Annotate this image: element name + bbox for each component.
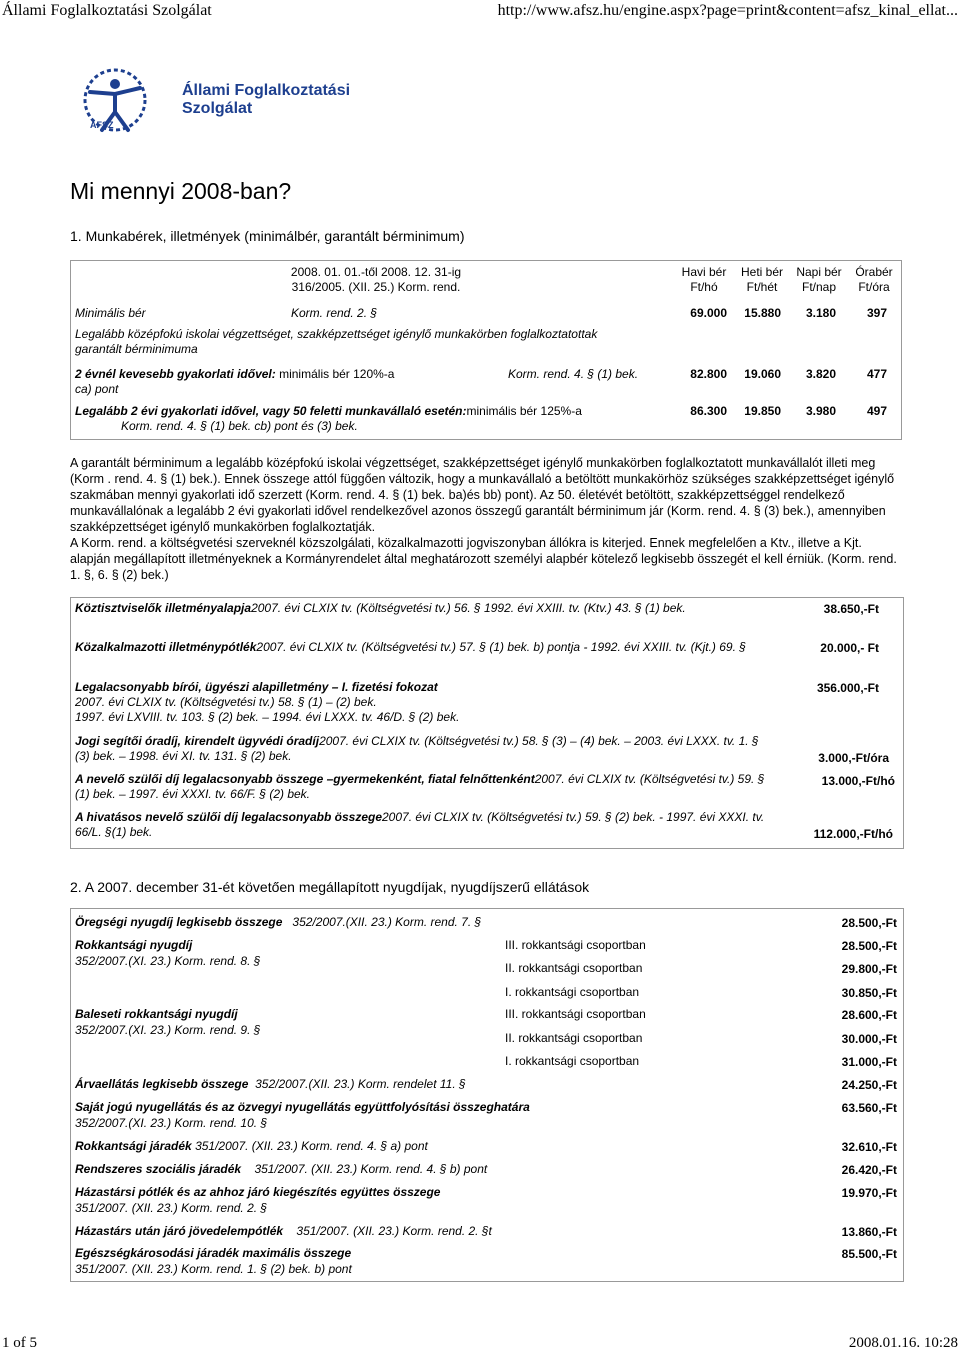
row-label-rest: minimális bér 120%-a: [275, 367, 395, 381]
row-label-rest: minimális bér 125%-a: [466, 404, 582, 418]
table-row: [75, 601, 775, 616]
row-label-bold: 2 évnél kevesebb gyakorlati idővel:: [75, 367, 276, 381]
row-value: 28.500,-Ft: [841, 916, 897, 930]
sub-label: III. rokkantsági csoportban: [505, 1007, 646, 1021]
row-label-guaranteed: Legalább középfokú iskolai végzettséget, szakképzettséget igénylő munkakörben foglalkoztatottak: [75, 327, 598, 341]
sub-label: II. rokkantsági csoportban: [505, 961, 643, 975]
row-title: Házastársi pótlék és az ahhoz járó kiegészítés együttes összege: [75, 1185, 441, 1199]
row-ref: 351/2007. (XII. 23.) Korm. rend. 4. § a) pont: [195, 1139, 428, 1153]
col-header-hourly: Órabér: [855, 265, 893, 279]
row-ref: 2007. évi CLXIX tv. (Költségvetési tv.) 58. § (3) – (4) bek. – 2003. évi LXXX. tv. 1. § (3) bek. – 1998. évi XI. tv. 131. § (2) bek.: [75, 734, 759, 763]
value-hourly: 397: [866, 306, 887, 320]
table-row: [75, 640, 775, 655]
pension-table: [70, 908, 904, 1282]
col-unit-daily: Ft/nap: [801, 280, 837, 294]
row-value: 13.000,-Ft/hó: [821, 774, 895, 788]
sub-value: 28.500,-Ft: [841, 939, 897, 953]
row-ref: 352/2007.(XII. 23.) Korm. rendelet 11. §: [255, 1077, 466, 1091]
value-daily: 3.180: [805, 306, 836, 320]
row-ref: 351/2007. (XII. 23.) Korm. rend. 2. §: [75, 1201, 268, 1215]
period-line-1: 2008. 01. 01.-től 2008. 12. 31-ig: [290, 265, 462, 279]
row-ref: 352/2007.(XI. 23.) Korm. rend. 10. §: [75, 1116, 268, 1130]
section1-heading: 1. Munkabérek, illetmények (minimálbér, garantált bérminimum): [70, 228, 465, 244]
value-weekly: 19.060: [744, 367, 781, 381]
explanatory-text: [70, 455, 902, 583]
row-title: Rendszeres szociális járadék: [75, 1162, 242, 1176]
row-title: Házastárs után járó jövedelempótlék: [75, 1224, 284, 1238]
sub-value: 30.000,-Ft: [841, 1032, 897, 1046]
row-ref: 352/2007.(XI. 23.) Korm. rend. 9. §: [75, 1023, 261, 1037]
afsz-logo: [70, 62, 390, 142]
col-unit-hourly: Ft/óra: [858, 280, 890, 294]
sub-label: III. rokkantsági csoportban: [505, 938, 646, 952]
logo-abbrev: ÁFSZ: [90, 120, 114, 130]
sub-value: 30.850,-Ft: [841, 986, 897, 1000]
col-unit-weekly: Ft/hét: [746, 280, 778, 294]
print-timestamp: 2008.01.16. 10:28: [848, 1335, 958, 1351]
sub-label: II. rokkantsági csoportban: [505, 1031, 643, 1045]
row-ref: 352/2007.(XII. 23.) Korm. rend. 7. §: [292, 915, 482, 929]
row-title: Rokkantsági nyugdíj: [75, 938, 193, 952]
wage-table: [70, 260, 902, 440]
page-count: 1 of 5: [2, 1335, 37, 1351]
row-value: 26.420,-Ft: [841, 1163, 897, 1177]
row-label-less-than-2y: [75, 367, 394, 381]
table-row: [75, 1224, 492, 1238]
row-label-minimum-wage: Minimális bér: [75, 306, 146, 320]
value-daily: 3.980: [805, 404, 836, 418]
period-line-2: 316/2005. (XII. 25.) Korm. rend.: [291, 280, 461, 294]
row-ref-minimum-wage: Korm. rend. 2. §: [291, 306, 378, 320]
row-title: Saját jogú nyugellátás és az özvegyi nyugellátás együttfolyósítási összeghatára: [75, 1100, 530, 1114]
col-header-daily: Napi bér: [796, 265, 842, 279]
row-ref: 2007. évi CLXIX tv. (Költségvetési tv.) 59. § (1) bek. – 1997. évi XXXI. tv. 66/F. § (2) bek.: [75, 772, 765, 801]
row-value: 13.860,-Ft: [841, 1225, 897, 1239]
table-row: [75, 810, 775, 840]
sub-value: 28.600,-Ft: [841, 1008, 897, 1022]
value-hourly: 497: [866, 404, 887, 418]
row-ref-2: 1997. évi LXVIII. tv. 103. § (2) bek. – 1994. évi LXXX. tv. 46/D. § (2) bek.: [75, 710, 460, 724]
row-value: 112.000,-Ft/hó: [813, 827, 893, 841]
sub-label: I. rokkantsági csoportban: [505, 985, 640, 999]
paragraph-2: A Korm. rend. a költségvetési szerveknél közszolgálati, közalkalmazotti jogviszonyban állókra is kiterjed. Ennek megfelelően a Ktv., illetve a Kjt. alapján megállapított illetményeknek a Kormányrendelet által meghatározott személyi alapbér kötelező legkisebb összegét el kell érniük. (Korm. rend. 1. §, 6. § (2) bek.): [70, 536, 897, 582]
sub-value: 31.000,-Ft: [841, 1055, 897, 1069]
row-ref-at-least-2y: Korm. rend. 4. § (1) bek. cb) pont és (3) bek.: [121, 419, 358, 433]
row-title: Baleseti rokkantsági nyugdíj: [75, 1007, 238, 1021]
row-title: A nevelő szülői díj legalacsonyabb összege –gyermekenként, fiatal felnőttenként: [75, 772, 535, 786]
value-monthly: 82.800: [690, 367, 727, 381]
table-row: [75, 772, 775, 802]
sub-value: 29.800,-Ft: [841, 962, 897, 976]
row-title: Legalacsonyabb bírói, ügyészi alapilletmény – I. fizetési fokozat: [75, 680, 438, 694]
value-weekly: 15.880: [744, 306, 781, 320]
row-title: Közalkalmazotti illetménypótlék: [75, 640, 257, 654]
page-url: http://www.afsz.hu/engine.aspx?page=print&content=afsz_kinal_ellat...: [497, 2, 958, 19]
row-title: Rokkantsági járadék: [75, 1139, 192, 1153]
value-hourly: 477: [866, 367, 887, 381]
paragraph-1: A garantált bérminimum a legalább középfokú iskolai végzettséget, szakképzettséget igénylő munkakörben foglalkoztatott munkavállalót illeti meg (Korm . rend. 4. § (1) bek.). Ennek összege attól függően változik, hogy a munkavállaló a betöltött munkakörhöz szükséges szakképzettséget igénylő szakmában mennyi gyakorlati idő szerzett (Korm. rend. 4. § (1) bek. ba)és bb) pont). Az 50. életévét betöltött, szakképzettséggel rendelkező munkavállalónak a legalább 2 évi gyakorlati idővel rendelkezővel azonos összegű garantált bérminimum jár (Korm. rend. 4. § (3) bek.), amennyiben szakképzettséget igénylő munkakörben foglalkoztatják.: [70, 456, 895, 534]
row-ref-less-than-2y: Korm. rend. 4. § (1) bek.: [508, 367, 639, 381]
row-value: 38.650,-Ft: [823, 602, 879, 616]
row-label-at-least-2y: [75, 404, 582, 418]
row-ref: 351/2007. (XII. 23.) Korm. rend. 2. §t: [296, 1224, 492, 1238]
row-ref: 2007. évi CLXIX tv. (Költségvetési tv.) 57. § (1) bek. b) pontja - 1992. évi XXIII. tv. (Kjt.) 69. §: [256, 640, 746, 654]
row-ref: 2007. évi CLXIX tv. (Költségvetési tv.) 59. § (2) bek. - 1997. évi XXXI. tv. 66/L. §(1) bek.: [75, 810, 765, 839]
row-title: Jogi segítői óradíj, kirendelt ügyvédi óradíj: [75, 734, 320, 748]
row-value: 3.000,-Ft/óra: [818, 751, 889, 765]
table-row: [75, 915, 481, 929]
col-header-monthly: Havi bér: [681, 265, 727, 279]
row-ref: 2007. évi CLXIX tv. (Költségvetési tv.) 58. § (1) – (2) bek.: [75, 695, 377, 709]
afsz-logo-figure-icon: [70, 62, 170, 142]
row-ref: 2007. évi CLXIX tv. (Költségvetési tv.) 56. § 1992. évi XXIII. tv. (Ktv.) 43. § (1) bek.: [251, 601, 686, 615]
row-label-guaranteed-2: garantált bérminimuma: [75, 342, 198, 356]
value-monthly: 69.000: [690, 306, 727, 320]
page-title: Mi mennyi 2008-ban?: [70, 178, 292, 204]
row-value: 85.500,-Ft: [841, 1247, 897, 1261]
print-header: [0, 0, 960, 30]
row-value: 32.610,-Ft: [841, 1140, 897, 1154]
site-name: Állami Foglalkoztatási Szolgálat: [2, 2, 212, 19]
table-row: [75, 1162, 487, 1176]
section2-heading: 2. A 2007. december 31-ét követően megállapított nyugdíjak, nyugdíjszerű ellátások: [70, 879, 590, 895]
row-title: Egészségkárosodási járadék maximális összege: [75, 1246, 352, 1260]
salary-base-table: [70, 597, 904, 849]
value-daily: 3.820: [805, 367, 836, 381]
col-header-weekly: Heti bér: [740, 265, 784, 279]
table-row: [75, 680, 775, 725]
row-ref: 352/2007.(XI. 23.) Korm. rend. 8. §: [75, 954, 261, 968]
row-label-bold: Legalább 2 évi gyakorlati idővel, vagy 50 feletti munkavállaló esetén:: [75, 404, 467, 418]
value-weekly: 19.850: [744, 404, 781, 418]
table-row: [75, 734, 775, 764]
row-title: Öregségi nyugdíj legkisebb összege: [75, 915, 283, 929]
value-monthly: 86.300: [690, 404, 727, 418]
row-title: A hivatásos nevelő szülői díj legalacsonyabb összege: [75, 810, 382, 824]
row-title: Árvaellátás legkisebb összege: [75, 1077, 249, 1091]
table-row: [75, 1077, 466, 1091]
row-ref: 351/2007. (XII. 23.) Korm. rend. 1. § (2) bek. b) pont: [75, 1262, 352, 1276]
col-unit-monthly: Ft/hó: [690, 280, 718, 294]
row-ref2-less-than-2y: ca) pont: [75, 382, 119, 396]
row-value: 20.000,- Ft: [820, 641, 879, 655]
row-title: Köztisztviselők illetményalapja: [75, 601, 252, 615]
row-value: 63.560,-Ft: [841, 1101, 897, 1115]
row-value: 356.000,-Ft: [816, 681, 879, 695]
row-value: 24.250,-Ft: [841, 1078, 897, 1092]
row-value: 19.970,-Ft: [841, 1186, 897, 1200]
logo-text: Állami Foglalkoztatási Szolgálat: [182, 82, 351, 117]
sub-label: I. rokkantsági csoportban: [505, 1054, 640, 1068]
table-row: [75, 1139, 428, 1153]
row-ref: 351/2007. (XII. 23.) Korm. rend. 4. § b) pont: [254, 1162, 488, 1176]
